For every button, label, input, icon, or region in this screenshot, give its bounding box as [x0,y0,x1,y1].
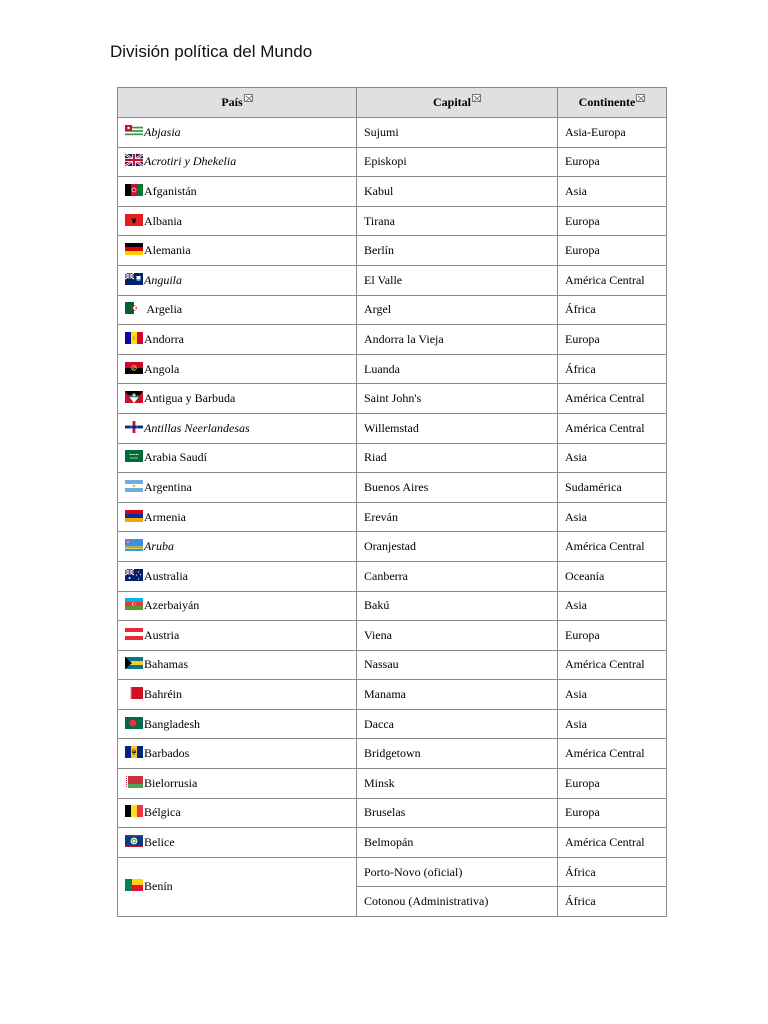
cell-capital: Manama [357,680,558,710]
bahrain-flag-icon [125,687,143,699]
table-row [118,325,667,355]
country-name: Argelia [144,302,183,317]
cell-continent: América Central [558,413,667,443]
cell-country [118,857,357,916]
cell-continent: Asia [558,177,667,207]
austria-flag-icon [125,628,143,640]
cell-capital: Minsk [357,769,558,799]
country-name: Azerbaiyán [144,598,200,613]
cell-country [118,798,357,828]
cell-capital: Kabul [357,177,558,207]
cell-country [118,473,357,503]
country-name: Anguila [144,272,182,287]
country-name: Aruba [144,539,174,554]
table-row [118,147,667,177]
table-row [118,650,667,680]
cell-capital: Bridgetown [357,739,558,769]
armenia-flag-icon [125,510,143,522]
cell-capital: El Valle [357,265,558,295]
cell-capital: Porto-Novo (oficial) [357,857,558,887]
table-row [118,798,667,828]
table-row [118,473,667,503]
cell-capital: Bruselas [357,798,558,828]
cell-country [118,236,357,266]
cell-continent: Asia [558,680,667,710]
saudi-arabia-flag-icon [125,450,143,462]
header-continente[interactable] [558,88,667,118]
germany-flag-icon [125,243,143,255]
cell-country [118,561,357,591]
cell-continent: América Central [558,650,667,680]
belarus-flag-icon [125,776,143,788]
cell-continent: Europa [558,147,667,177]
header-label: Capital [432,95,471,109]
cell-continent: América Central [558,384,667,414]
cell-country [118,118,357,148]
table-row [118,591,667,621]
table-row [118,769,667,799]
cell-continent: África [558,857,667,887]
sort-icon[interactable] [636,94,645,102]
cell-continent: Europa [558,236,667,266]
benin-flag-icon [125,879,143,891]
cell-capital: Tirana [357,206,558,236]
cell-capital: Viena [357,621,558,651]
cell-country [118,680,357,710]
cell-capital: Berlín [357,236,558,266]
cell-capital: Willemstad [357,413,558,443]
table-row [118,561,667,591]
country-name: Belice [144,835,175,850]
cell-country [118,265,357,295]
country-name: Bangladesh [144,716,200,731]
table-row [118,680,667,710]
table-row [118,265,667,295]
header-label: Continente [578,95,636,109]
table-row [118,621,667,651]
cell-continent: Asia [558,502,667,532]
netherlands-antilles-flag-icon [125,421,143,433]
country-name: Bahamas [144,657,188,672]
table-row [118,236,667,266]
barbados-flag-icon [125,746,143,758]
country-name: Bélgica [144,805,181,820]
cell-continent: Europa [558,769,667,799]
cell-capital: Bakú [357,591,558,621]
cell-country [118,325,357,355]
cell-continent: África [558,887,667,917]
country-name: Alemania [144,243,191,258]
cell-continent: África [558,354,667,384]
bahamas-flag-icon [125,657,143,669]
cell-continent: Sudamérica [558,473,667,503]
cell-continent: América Central [558,532,667,562]
cell-continent: Asia-Europa [558,118,667,148]
table-row [118,118,667,148]
cell-country [118,828,357,858]
cell-country [118,502,357,532]
cell-continent: Europa [558,206,667,236]
cell-capital: Canberra [357,561,558,591]
azerbaijan-flag-icon [125,598,143,610]
algeria-flag-icon [125,302,143,314]
albania-flag-icon [125,214,143,226]
page-title: División política del Mundo [110,42,313,61]
cell-capital: Saint John's [357,384,558,414]
country-name: Abjasia [144,124,181,139]
cell-continent: Asia [558,709,667,739]
cell-capital: Belmopán [357,828,558,858]
cell-country [118,295,357,325]
belize-flag-icon [125,835,143,847]
aruba-flag-icon [125,539,143,551]
country-name: Austria [144,627,180,642]
cell-country [118,709,357,739]
table-row [118,177,667,207]
country-name: Armenia [144,509,186,524]
table-row [118,828,667,858]
cell-capital: Andorra la Vieja [357,325,558,355]
cell-capital: Riad [357,443,558,473]
country-name: Bahréin [144,687,182,702]
cell-continent: África [558,295,667,325]
bangladesh-flag-icon [125,717,143,729]
cell-country [118,177,357,207]
table-row [118,295,667,325]
table-row [118,739,667,769]
argentina-flag-icon [125,480,143,492]
cell-continent: América Central [558,828,667,858]
cell-capital: Ereván [357,502,558,532]
header-pais[interactable] [118,88,357,118]
cell-country [118,443,357,473]
abkhazia-flag-icon [125,125,143,137]
table-row [118,206,667,236]
table-row [118,532,667,562]
country-name: Bielorrusia [144,775,198,790]
cell-country [118,354,357,384]
country-name: Andorra [144,331,184,346]
cell-capital: Episkopi [357,147,558,177]
cell-capital: Cotonou (Administrativa) [357,887,558,917]
cell-continent: Europa [558,621,667,651]
cell-continent: Asia [558,591,667,621]
sort-icon[interactable] [472,94,481,102]
uk-flag-icon [125,154,143,166]
cell-capital: Luanda [357,354,558,384]
sort-icon[interactable] [244,94,253,102]
table-row [118,354,667,384]
cell-continent: Europa [558,798,667,828]
cell-capital: Sujumi [357,118,558,148]
country-name: Barbados [144,746,190,761]
country-name: Arabia Saudí [144,450,207,465]
table-row [118,709,667,739]
cell-capital: Oranjestad [357,532,558,562]
country-name: Argentina [144,479,192,494]
countries-table [117,87,667,917]
anguilla-flag-icon [125,273,143,285]
cell-capital: Nassau [357,650,558,680]
cell-capital: Buenos Aires [357,473,558,503]
australia-flag-icon [125,569,143,581]
country-name: Australia [144,568,188,583]
cell-continent: América Central [558,265,667,295]
table-header-row [118,88,667,118]
cell-continent: América Central [558,739,667,769]
country-name: Benín [144,879,173,894]
cell-country [118,532,357,562]
angola-flag-icon [125,362,143,374]
country-name: Acrotiri y Dhekelia [144,154,237,169]
cell-country [118,769,357,799]
cell-country [118,413,357,443]
cell-country [118,591,357,621]
header-label: País [221,95,243,109]
table-row [118,413,667,443]
cell-country [118,621,357,651]
table-row [118,857,667,887]
cell-continent: Asia [558,443,667,473]
header-capital[interactable] [357,88,558,118]
country-name: Antillas Neerlandesas [144,420,250,435]
table-row [118,502,667,532]
cell-capital: Dacca [357,709,558,739]
country-name: Albania [144,213,182,228]
cell-country [118,650,357,680]
country-name: Antigua y Barbuda [144,391,236,406]
cell-country [118,739,357,769]
table-row [118,443,667,473]
belgium-flag-icon [125,805,143,817]
cell-continent: Europa [558,325,667,355]
country-name: Afganistán [144,183,197,198]
andorra-flag-icon [125,332,143,344]
cell-country [118,147,357,177]
cell-capital: Argel [357,295,558,325]
cell-country [118,384,357,414]
antigua-flag-icon [125,391,143,403]
cell-country [118,206,357,236]
country-name: Angola [144,361,180,376]
cell-continent: Oceanía [558,561,667,591]
table-row [118,384,667,414]
afghanistan-flag-icon [125,184,143,196]
